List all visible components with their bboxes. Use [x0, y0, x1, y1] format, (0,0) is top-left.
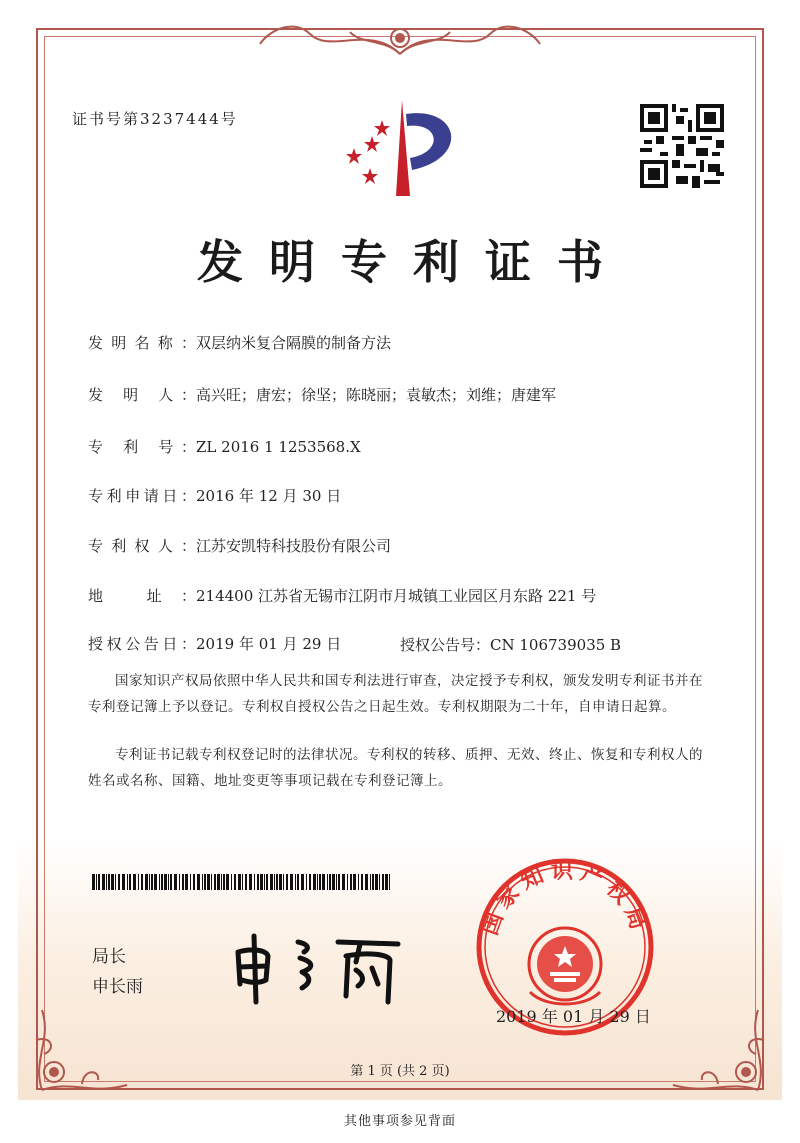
field-value: 江苏安凯特科技股份有限公司: [196, 537, 392, 555]
field-value: 双层纳米复合隔膜的制备方法: [196, 334, 392, 352]
handwritten-signature: [228, 922, 408, 1012]
field-value: ZL 2016 1 1253568.X: [196, 438, 361, 456]
grant-statement: 国家知识产权局依照中华人民共和国专利法进行审查，决定授予专利权，颁发发明专利证书并在专利登记簿上予以登记。专利权自授权公告之日起生效。专利权期限为二十年，自申请日起算。: [88, 673, 703, 715]
field-label: 专 利 号：: [88, 438, 196, 456]
field-announcement-number: [400, 634, 621, 655]
top-ornament: [250, 14, 550, 62]
field-label: 发明名称：: [88, 334, 196, 352]
field-value: 2019 年 01 月 29 日: [196, 635, 342, 653]
field-application-date: [88, 486, 341, 506]
legal-status-statement: 专利证书记载专利权登记时的法律状况。专利权的转移、质押、无效、终止、恢复和专利权人的姓名或名称、国籍、地址变更等事项记载在专利登记簿上。: [88, 747, 703, 789]
field-label: 授权公告号：: [400, 636, 491, 654]
seal-text: 国家知识产权局: [477, 859, 653, 939]
field-value: 214400 江苏省无锡市江阴市月城镇工业园区月东路 221 号: [196, 587, 597, 605]
barcode-icon: [92, 874, 392, 890]
field-label: 地 址：: [88, 587, 196, 605]
field-patentee: [88, 536, 391, 556]
field-label: 专利申请日：: [88, 487, 196, 505]
corner-ornament-right: [658, 980, 778, 1100]
field-invention-name: [88, 333, 391, 353]
footer-note: 其他事项参见背面: [343, 1114, 456, 1129]
certificate-title: 发明专利证书: [197, 235, 629, 289]
patent-office-logo-icon: [340, 96, 470, 206]
signatory-title: 局长: [92, 947, 126, 967]
signatory-name: 申长雨: [92, 977, 143, 997]
field-label: 发 明 人：: [88, 386, 196, 404]
field-value: CN 106739035 B: [490, 636, 622, 654]
seal-date: 2019 年 01 月 29 日: [496, 1007, 651, 1026]
field-value: 高兴旺；唐宏；徐坚；陈晓丽；袁敏杰；刘维；唐建军: [196, 386, 557, 404]
corner-ornament-left: [22, 980, 142, 1100]
field-grant-date: [88, 634, 341, 654]
field-address: [88, 586, 596, 606]
field-inventors: [88, 385, 556, 405]
field-label: 授权公告日：: [88, 635, 196, 653]
field-label: 专利权人：: [88, 537, 196, 555]
certificate-number: 证书号第3237444号: [72, 110, 238, 128]
page-number: 第 1 页 (共 2 页): [350, 1064, 450, 1079]
field-patent-number: [88, 437, 361, 457]
qr-code-icon[interactable]: [640, 104, 724, 188]
field-value: 2016 年 12 月 30 日: [196, 487, 342, 505]
